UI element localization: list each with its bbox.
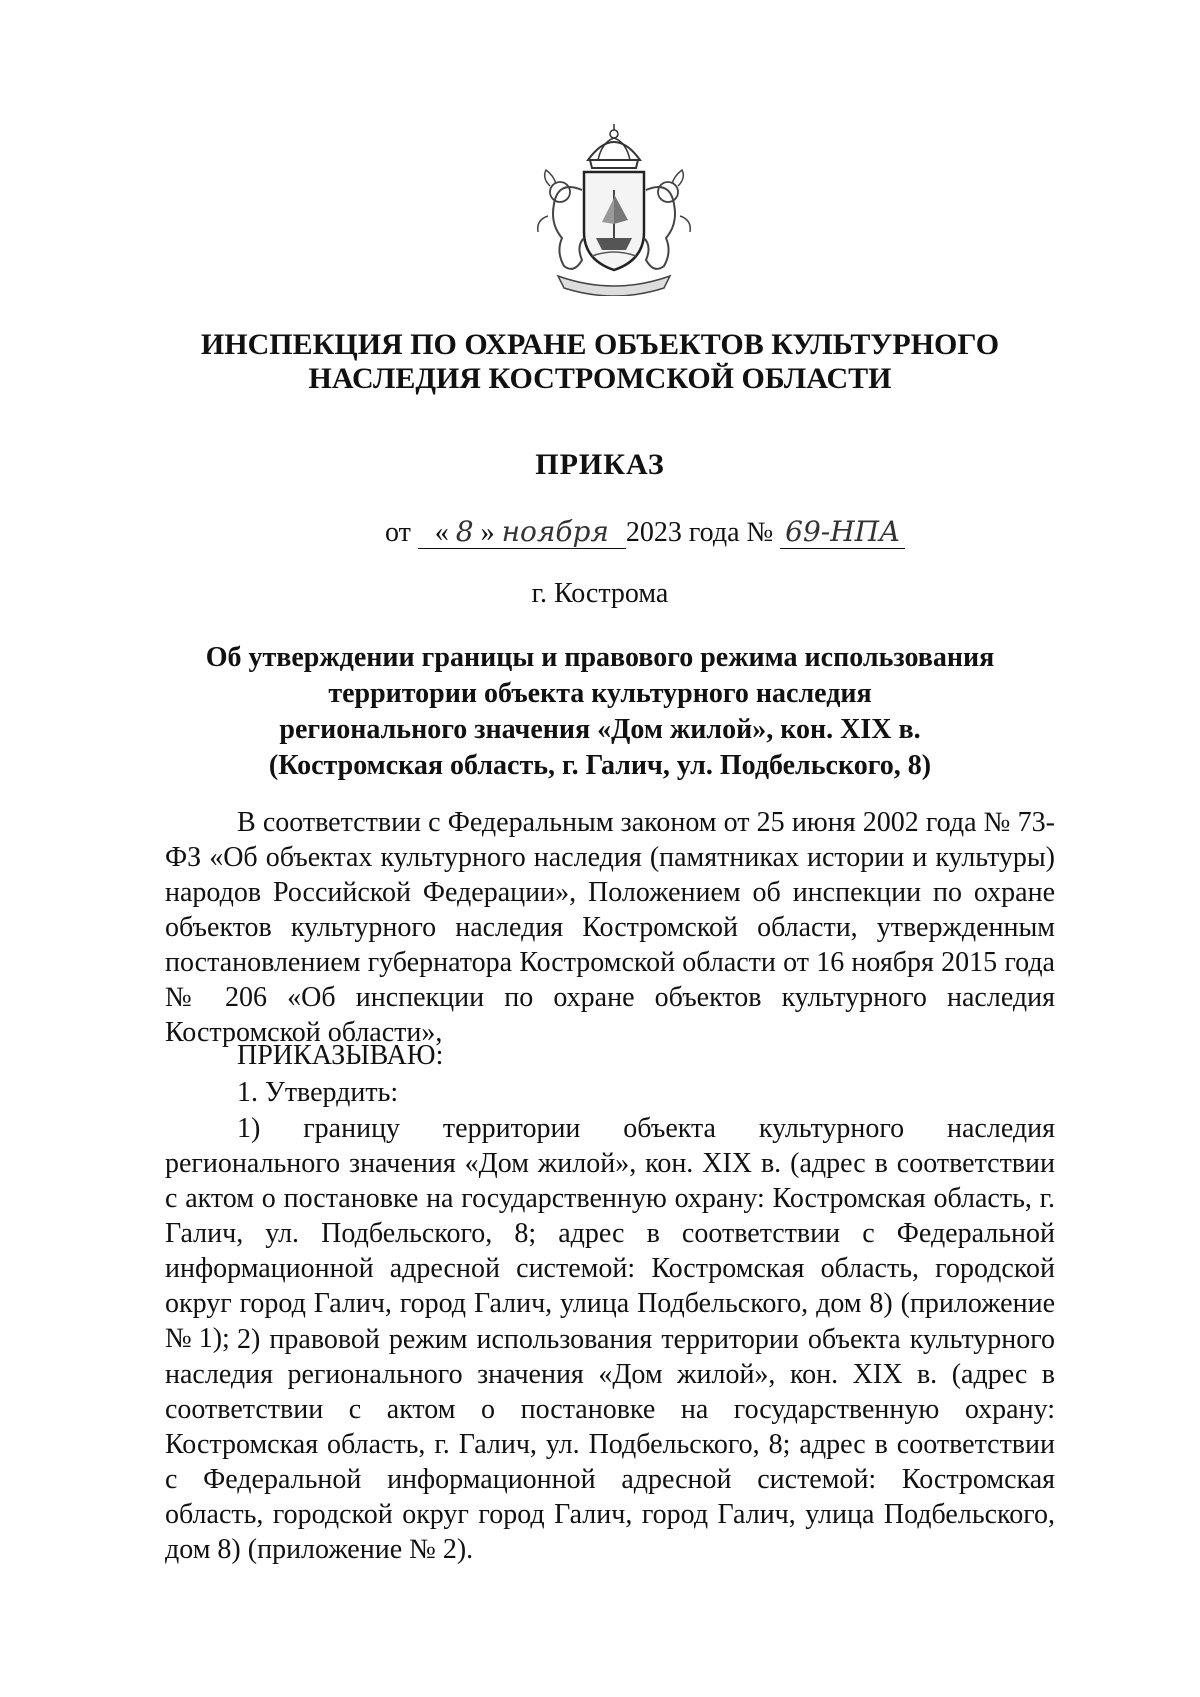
kostroma-region-coat-of-arms-icon: [528, 120, 700, 296]
order-word: ПРИКАЗЫВАЮ:: [237, 1040, 444, 1071]
item-1-2-paragraph: 2) правовой режим использования территории объекта культурного наследия регионального значения «Дом жилой», кон. XIX в. (адрес в соответствии с актом о постановке на государственную охрану: Костромская область, г. Галич, ул. Подбельского, 8; адрес в соответствии с Федеральной информационной адресной системой: Костромская область, городской округ город Галич, город Галич, улица Подбельского, дом 8) (приложение № 2).: [165, 1324, 1055, 1565]
date-day-handwritten: 8: [455, 515, 474, 548]
document-title: ПРИКАЗ: [535, 448, 665, 481]
item-1-heading: 1. Утвердить:: [237, 1077, 399, 1108]
city-name: г. Кострома: [531, 578, 669, 609]
organization-name-line-1: ИНСПЕКЦИЯ ПО ОХРАНЕ ОБЪЕКТОВ КУЛЬТУРНОГО: [200, 328, 1000, 361]
subject-line-2: территории объекта культурного наследия: [328, 678, 872, 709]
subject-line-4: (Костромская область, г. Галич, ул. Подбельского, 8): [268, 750, 932, 781]
preamble-paragraph: В соответствии с Федеральным законом от 25 июня 2002 года № 73-ФЗ «Об объектах культурного наследия (памятниках истории и культуры) народов Российской Федерации», Положением об инспекции по охране объектов культурного наследия Костромской области, утвержденным постановлением губернатора Костромской области от 16 ноября 2015 года № 206 «Об инспекции по охране объектов культурного наследия Костромской области»,: [165, 807, 1055, 1048]
item-1-1-paragraph: 1) границу территории объекта культурного наследия регионального значения «Дом жилой», кон. XIX в. (адрес в соответствии с актом о постановке на государственную охрану: Костромская область, г. Галич, ул. Подбельского, 8; адрес в соответствии с Федеральной информационной адресной системой: Костромская область, городской округ город Галич, город Галич, улица Подбельского, дом 8) (приложение № 1);: [165, 1113, 1055, 1354]
organization-name-line-2: НАСЛЕДИЯ КОСТРОМСКОЙ ОБЛАСТИ: [308, 362, 892, 395]
date-open-quote: «: [434, 517, 449, 548]
date-close-quote: »: [480, 517, 495, 548]
order-date-line: [385, 516, 905, 550]
date-year: 2023 года №: [625, 517, 774, 548]
date-month-handwritten: ноября: [501, 515, 609, 548]
subject-line-3: регионального значения «Дом жилой», кон. XIX в.: [279, 714, 921, 745]
order-number-handwritten: 69-НПА: [785, 515, 901, 548]
date-prefix: от: [385, 517, 411, 548]
date-day-month-field: [418, 517, 626, 549]
subject-line-1: Об утверждении границы и правового режима использования: [205, 642, 995, 673]
order-number-field: [780, 517, 905, 549]
